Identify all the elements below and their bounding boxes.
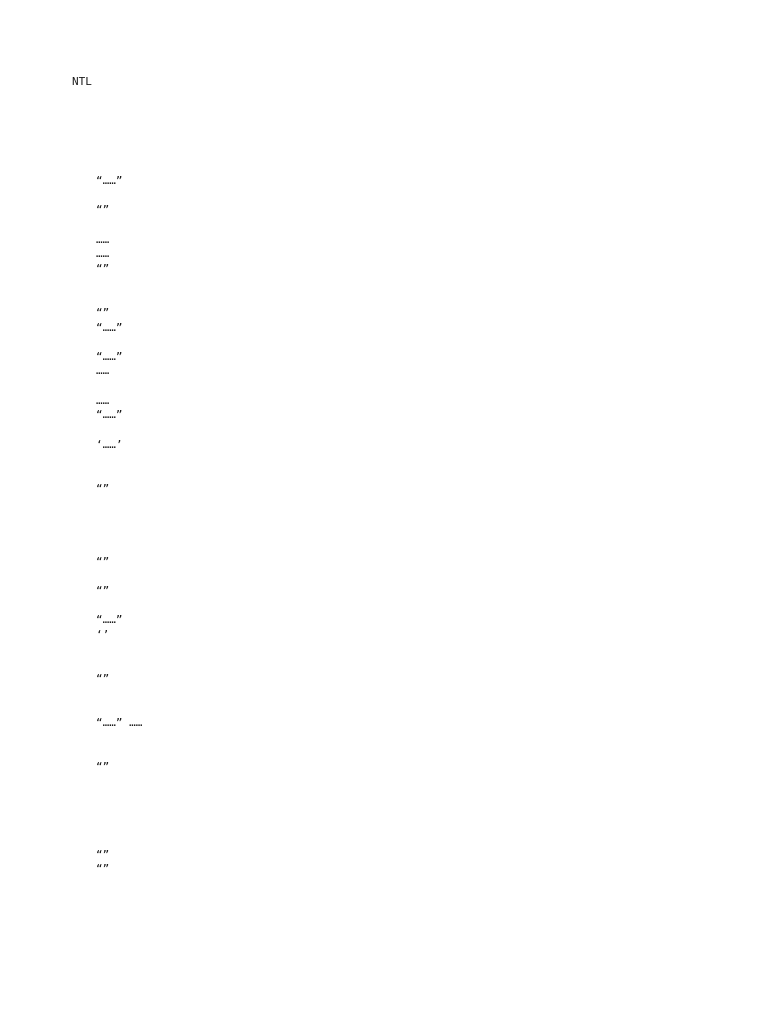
paragraph-line: “” bbox=[96, 203, 110, 217]
paragraph-line bbox=[72, 291, 696, 306]
paragraph-line: ‘’ bbox=[96, 628, 110, 642]
paragraph-line: “” bbox=[96, 759, 110, 773]
header-title: NTL bbox=[72, 75, 92, 88]
paragraph-line bbox=[72, 731, 696, 746]
paragraph-line bbox=[72, 819, 696, 834]
paragraph-line: “……” …… bbox=[96, 715, 143, 729]
paragraph-line bbox=[72, 218, 696, 233]
paragraph-line: “” bbox=[96, 305, 110, 319]
paragraph-line bbox=[72, 687, 696, 702]
paragraph-line bbox=[72, 423, 696, 438]
paragraph-line bbox=[72, 643, 696, 658]
paragraph-line: “……” bbox=[96, 174, 123, 187]
paragraph-line: “” bbox=[96, 862, 110, 876]
paragraph-line bbox=[72, 570, 696, 585]
paragraph-line bbox=[72, 526, 696, 541]
paragraph-line bbox=[72, 335, 696, 350]
paragraph-line bbox=[72, 804, 696, 819]
paragraph-line: “……” bbox=[96, 320, 123, 334]
paragraph-line: “” bbox=[96, 847, 110, 861]
paragraph-line: “” bbox=[96, 481, 110, 495]
paragraph-line bbox=[72, 745, 696, 760]
paragraph-line: “” bbox=[96, 554, 110, 568]
paragraph-line bbox=[72, 701, 696, 716]
paragraph-line: “……” bbox=[96, 613, 123, 627]
paragraph-line: …… bbox=[96, 393, 110, 407]
paragraph-line: “” bbox=[96, 261, 110, 275]
paragraph-line bbox=[72, 511, 696, 526]
paragraph-line: “……” bbox=[96, 408, 123, 422]
paragraph-line bbox=[72, 189, 696, 204]
document-header bbox=[72, 74, 92, 89]
paragraph-line: “” bbox=[96, 672, 110, 686]
paragraph-line bbox=[72, 277, 696, 292]
paragraph-line bbox=[72, 599, 696, 614]
paragraph-line bbox=[72, 540, 696, 555]
paragraph-line bbox=[72, 775, 696, 790]
paragraph-line bbox=[72, 452, 696, 467]
paragraph-line bbox=[72, 379, 696, 394]
paragraph-line: …… bbox=[96, 232, 110, 246]
paragraph-line bbox=[72, 833, 696, 848]
paragraph-line: …… bbox=[96, 247, 110, 261]
paragraph-line: …… bbox=[96, 364, 110, 378]
paragraph-line: “……” bbox=[96, 349, 123, 363]
paragraph-line bbox=[72, 789, 696, 804]
paragraph-line bbox=[72, 496, 696, 511]
body-text bbox=[72, 174, 696, 877]
paragraph-line: “” bbox=[96, 584, 110, 598]
paragraph-line bbox=[72, 657, 696, 672]
paragraph-line: ‘……’ bbox=[96, 437, 123, 451]
paragraph-line bbox=[72, 467, 696, 482]
